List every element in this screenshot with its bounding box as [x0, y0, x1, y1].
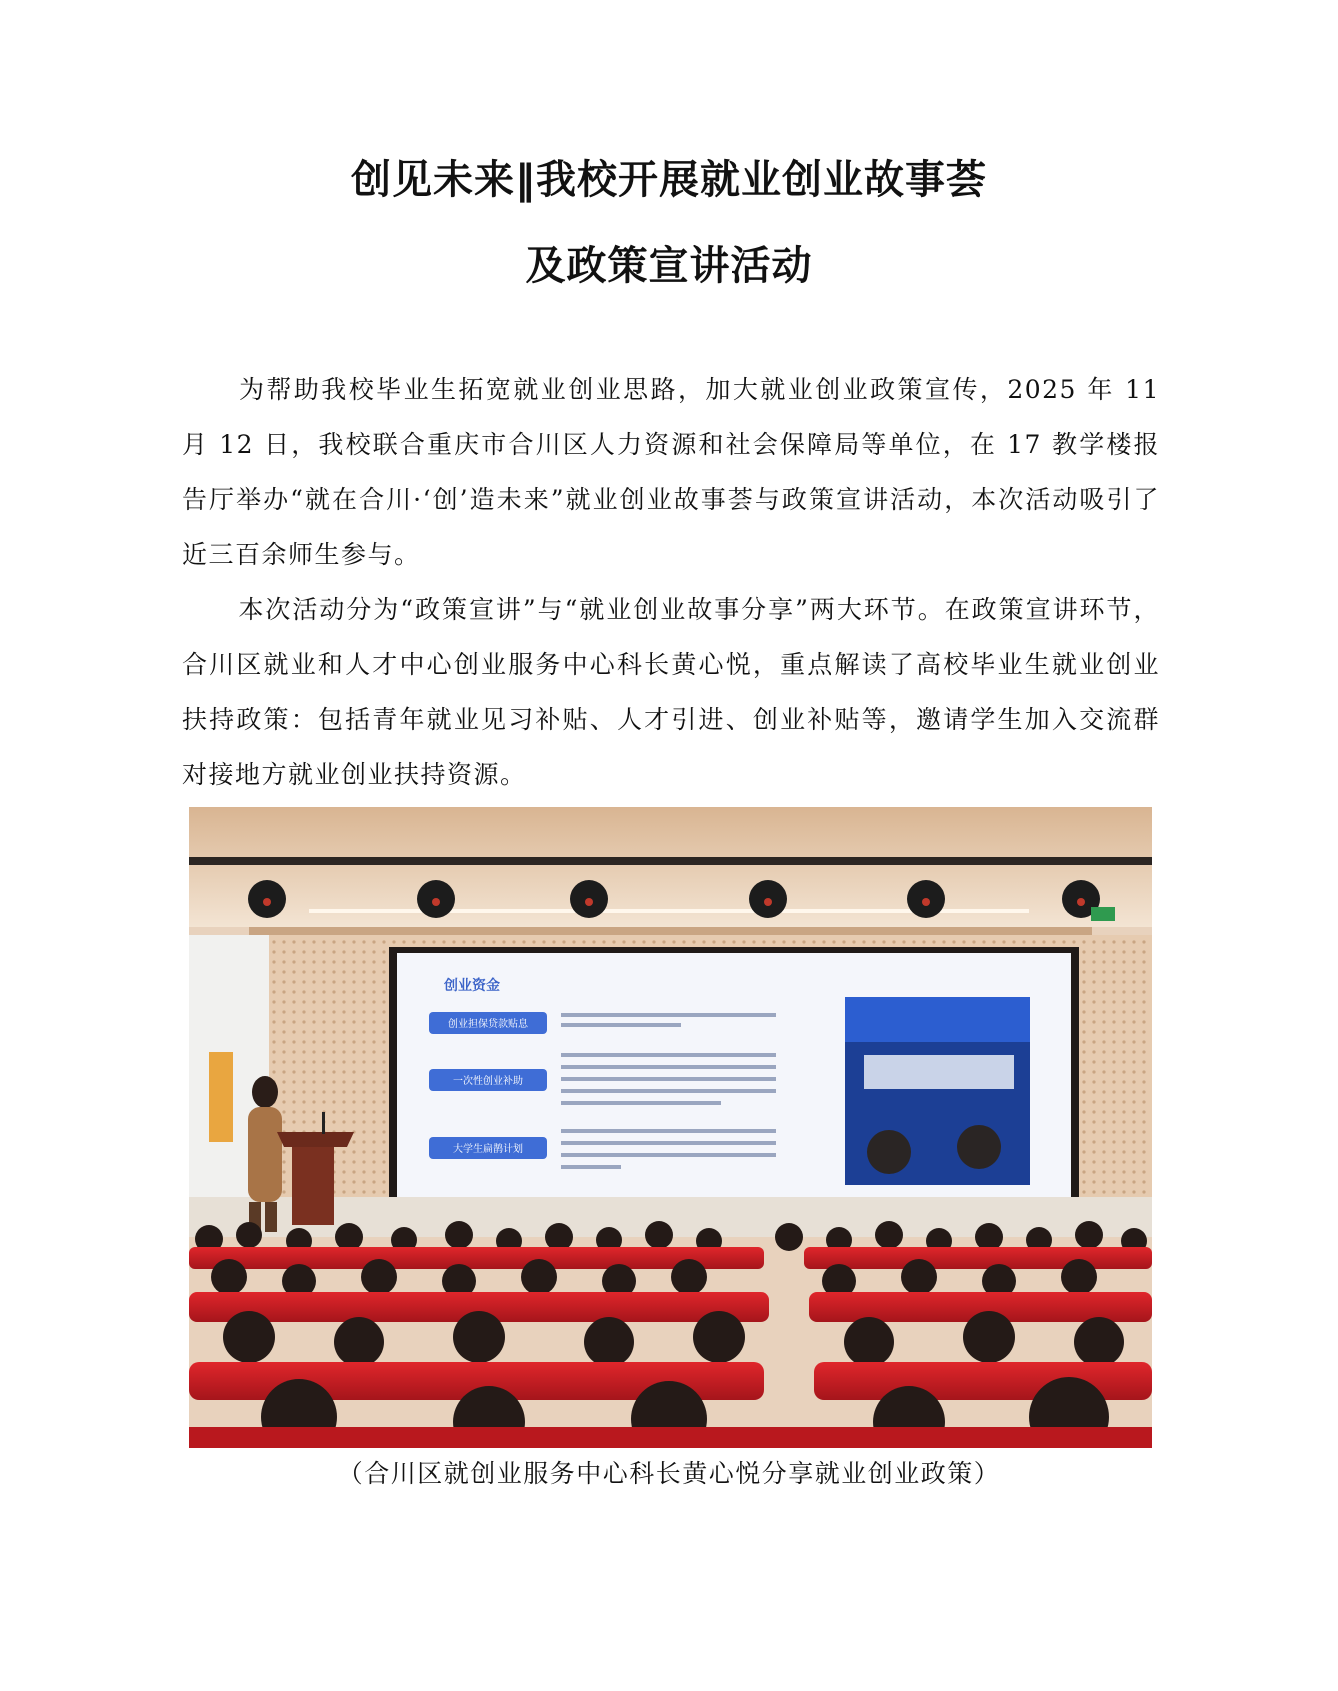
paragraph-agenda-text: 本次活动分为“政策宣讲”与“就业创业故事分享”两大环节。在政策宣讲环节，合川区就业和人才中心创业服务中心科长黄心悦，重点解读了高校毕业生就业创业扶持政策：包括青年就业见习补贴、人才引进、创业补贴等，邀请学生加入交流群对接地方就业创业扶持资源。 — [182, 595, 1160, 789]
slide-item-1: 创业担保贷款贴息 — [448, 1019, 528, 1030]
paragraph-intro-text: 为帮助我校毕业生拓宽就业创业思路，加大就业创业政策宣传，2025 年 11 月 12 日，我校联合重庆市合川区人力资源和社会保障局等单位，在 17 教学楼报告厅举办“就在合川·‘创’造未来”就业创业故事荟与政策宣讲活动，本次活动吸引了近三百余师生参与。 — [182, 375, 1160, 569]
article-title-line-1: 创见未来‖我校开展就业创业故事荟 — [351, 157, 987, 203]
slide-item-3: 大学生扁鹊计划 — [453, 1144, 523, 1155]
paragraph-agenda — [182, 582, 1160, 802]
slide-item-2: 一次性创业补助 — [453, 1076, 523, 1087]
article-title-line-2: 及政策宣讲活动 — [525, 243, 813, 289]
event-photo — [189, 807, 1152, 1448]
slide-heading: 创业资金 — [444, 978, 500, 994]
photo-caption: （合川区就创业服务中心科长黄心悦分享就业创业政策） — [337, 1459, 1001, 1488]
paragraph-intro — [182, 362, 1160, 582]
